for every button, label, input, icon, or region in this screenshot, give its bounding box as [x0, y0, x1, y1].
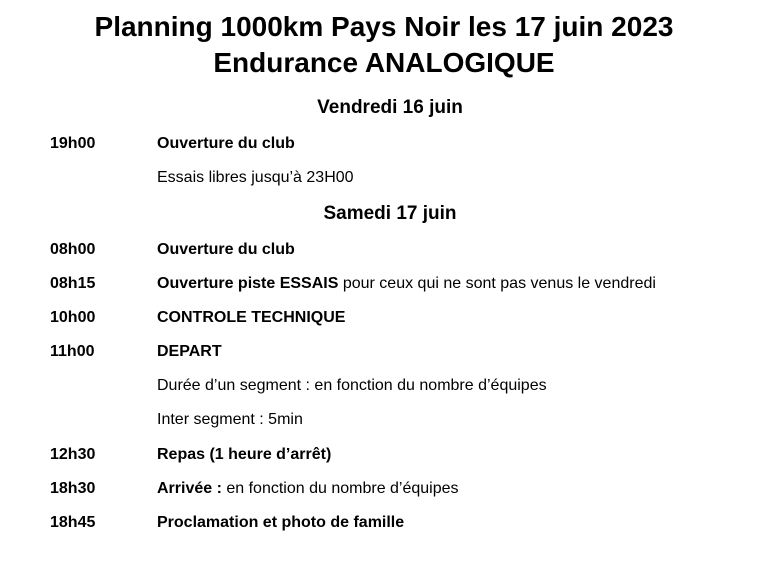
schedule-row	[0, 239, 768, 261]
schedule-time: 12h30	[50, 446, 96, 463]
schedule-time: 19h00	[50, 135, 96, 152]
schedule-description	[157, 375, 547, 397]
schedule-bold-text: Ouverture du club	[157, 135, 295, 152]
schedule-text: Durée d’un segment : en fonction du nombre d’équipes	[157, 377, 547, 394]
schedule-time: 08h00	[50, 241, 96, 258]
schedule-row	[0, 478, 768, 500]
schedule-time: 11h00	[50, 343, 95, 360]
schedule-time: 08h15	[50, 275, 96, 292]
schedule-description	[157, 512, 404, 534]
schedule-bold-text: Ouverture du club	[157, 241, 295, 258]
schedule-description	[157, 273, 656, 295]
schedule-description	[157, 133, 295, 155]
schedule-bold-text: Repas (1 heure d’arrêt)	[157, 446, 332, 463]
schedule-description	[157, 239, 295, 261]
schedule-row	[0, 375, 768, 397]
schedule-description	[157, 341, 222, 363]
schedule-row	[0, 341, 768, 363]
schedule-row	[0, 273, 768, 295]
day-heading-friday: Vendredi 16 juin	[317, 97, 463, 118]
schedule-bold-text: CONTROLE TECHNIQUE	[157, 309, 346, 326]
schedule-row	[0, 409, 768, 431]
schedule-text: en fonction du nombre d’équipes	[221, 480, 459, 497]
schedule-bold-text: DEPART	[157, 343, 222, 360]
schedule-description	[157, 409, 303, 431]
schedule-description	[157, 307, 345, 329]
schedule-description	[157, 478, 459, 500]
schedule-bold-text: Ouverture piste ESSAIS	[157, 275, 339, 292]
schedule-description	[157, 167, 354, 189]
schedule-row	[0, 307, 768, 329]
schedule-text: Inter segment : 5min	[157, 411, 303, 428]
schedule-row	[0, 167, 768, 189]
schedule-time: 10h00	[50, 309, 96, 326]
schedule-description	[157, 444, 331, 466]
schedule-row	[0, 444, 768, 466]
schedule-row	[0, 512, 768, 534]
schedule-time: 18h45	[50, 514, 96, 531]
schedule-text: Essais libres jusqu’à 23H00	[157, 169, 354, 186]
day-heading-saturday: Samedi 17 juin	[323, 203, 457, 224]
schedule-row	[0, 133, 768, 155]
page-title: Planning 1000km Pays Noir les 17 juin 2023	[94, 11, 674, 42]
schedule-time: 18h30	[50, 480, 96, 497]
schedule-bold-text: Proclamation et photo de famille	[157, 514, 405, 531]
schedule-text: pour ceux qui ne sont pas venus le vendredi	[338, 275, 656, 292]
schedule-bold-text: Arrivée :	[157, 480, 222, 497]
page-subtitle: Endurance ANALOGIQUE	[213, 47, 555, 78]
